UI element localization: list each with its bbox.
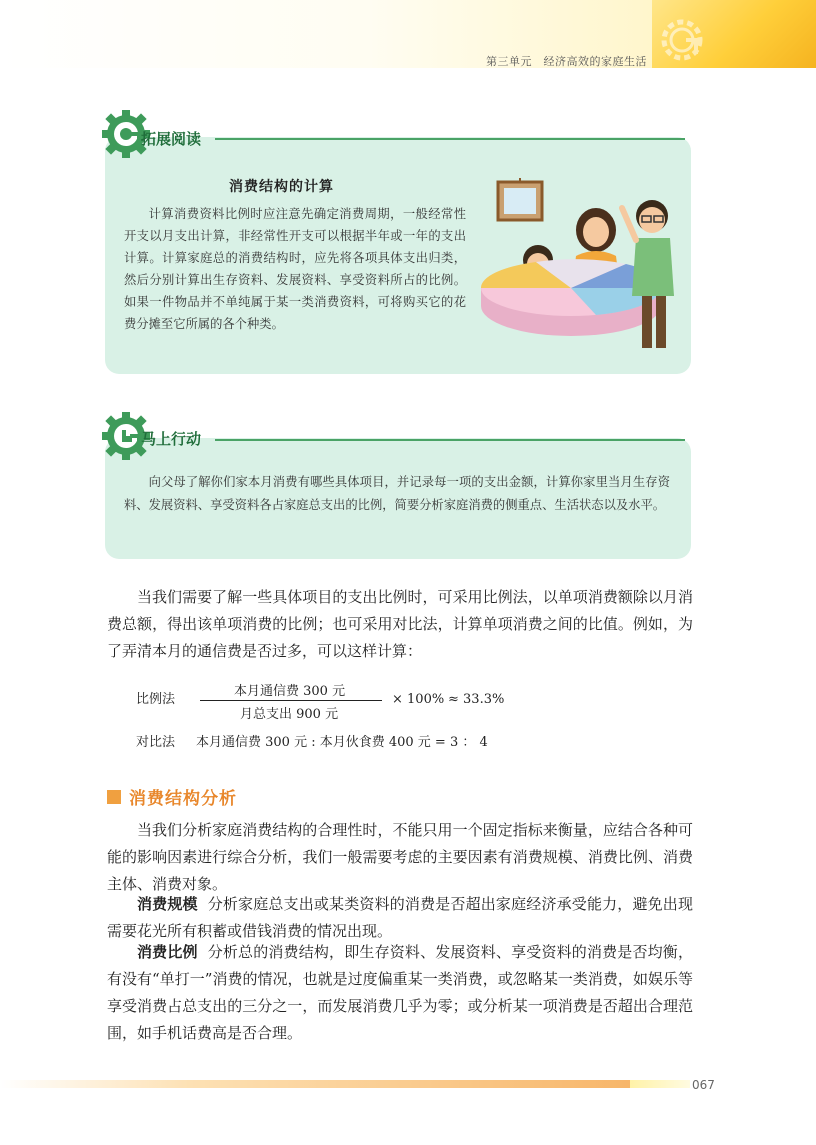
term-consumption-ratio-text: 分析总的消费结构，即生存资料、发展资料、享受资料的消费是否均衡，有没有“单打一”消费的情况，也就是过度偏重某一类消费，或忽略某一类消费，如娱乐等享受消费占总支出的三分之一，而发展消费几乎为零；或分析某一项消费是否超出合理范围，如手机话费高是否合理。	[107, 943, 693, 1042]
reading-body: 计算消费资料比例时应注意先确定消费周期，一般经常性开支以月支出计算，非经常性开支可以根据半年或一年的支出计算。计算家庭总的消费结构时，应先将各项具体支出归类，然后分别计算出生存资料、发展资料、享受资料所占的比例。如果一件物品并不单纯属于某一类消费资料，可将购买它的花费分摊至它所属的各个种类。	[124, 207, 466, 331]
badge-underline	[215, 138, 685, 140]
section-square-icon	[107, 790, 121, 804]
approx-result: ≈ 33.3%	[448, 692, 505, 707]
multiplier: × 100%	[392, 692, 445, 707]
intro-paragraph: 当我们需要了解一些具体项目的支出比例时，可采用比例法，以单项消费额除以月消费总额，得出该单项消费的比例；也可采用对比法，计算单项消费之间的比值。例如，为了弄清本月的通信费是否过多，可以这样计算：	[107, 588, 693, 660]
badge-underline	[215, 439, 685, 441]
term-consumption-scale-text: 分析家庭总支出或某类资料的消费是否超出家庭经济承受能力，避免出现需要花光所有积蓄或借钱消费的情况出现。	[107, 895, 693, 940]
fraction-bar	[200, 700, 382, 701]
take-action-body: 向父母了解你们家本月消费有哪些具体项目，并记录每一项的支出金额，计算你家里当月生存资料、发展资料、享受资料各占家庭总支出的比例，简要分析家庭消费的侧重点、生活状态以及水平。	[124, 475, 670, 512]
term-consumption-scale: 消费规模	[137, 895, 198, 913]
compare-method-label: 对比法	[136, 735, 176, 750]
fraction-numerator: 本月通信费 300 元	[234, 684, 346, 699]
section-title: 消费结构分析	[129, 789, 237, 809]
section-heading	[107, 784, 237, 809]
section-paragraph-1: 当我们分析家庭消费结构的合理性时，不能只用一个固定指标来衡量，应结合各种可能的影响因素进行综合分析，我们一般需要考虑的主要因素有消费规模、消费比例、消费主体、消费对象。	[107, 821, 693, 893]
section-paragraph-3	[107, 939, 693, 1047]
footer-bar-accent	[630, 1080, 690, 1088]
extended-reading-badge: 拓展阅读	[141, 130, 202, 148]
take-action-badge: 马上行动	[141, 430, 202, 448]
fraction-denominator: 月总支出 900 元	[240, 707, 339, 722]
reading-title: 消费结构的计算	[229, 179, 334, 195]
compare-expression: 本月通信费 300 元 : 本月伙食费 400 元 = 3 ： 4	[196, 735, 488, 750]
gear-logo-icon	[656, 12, 716, 68]
unit-title: 第三单元 经济高效的家庭生活	[486, 55, 647, 68]
page-number: 067	[692, 1078, 715, 1092]
section-paragraph-2	[107, 891, 693, 945]
footer-bar	[0, 1080, 630, 1088]
family-pie-illustration	[476, 178, 686, 358]
ratio-method-label: 比例法	[136, 692, 176, 707]
term-consumption-ratio: 消费比例	[137, 943, 198, 961]
